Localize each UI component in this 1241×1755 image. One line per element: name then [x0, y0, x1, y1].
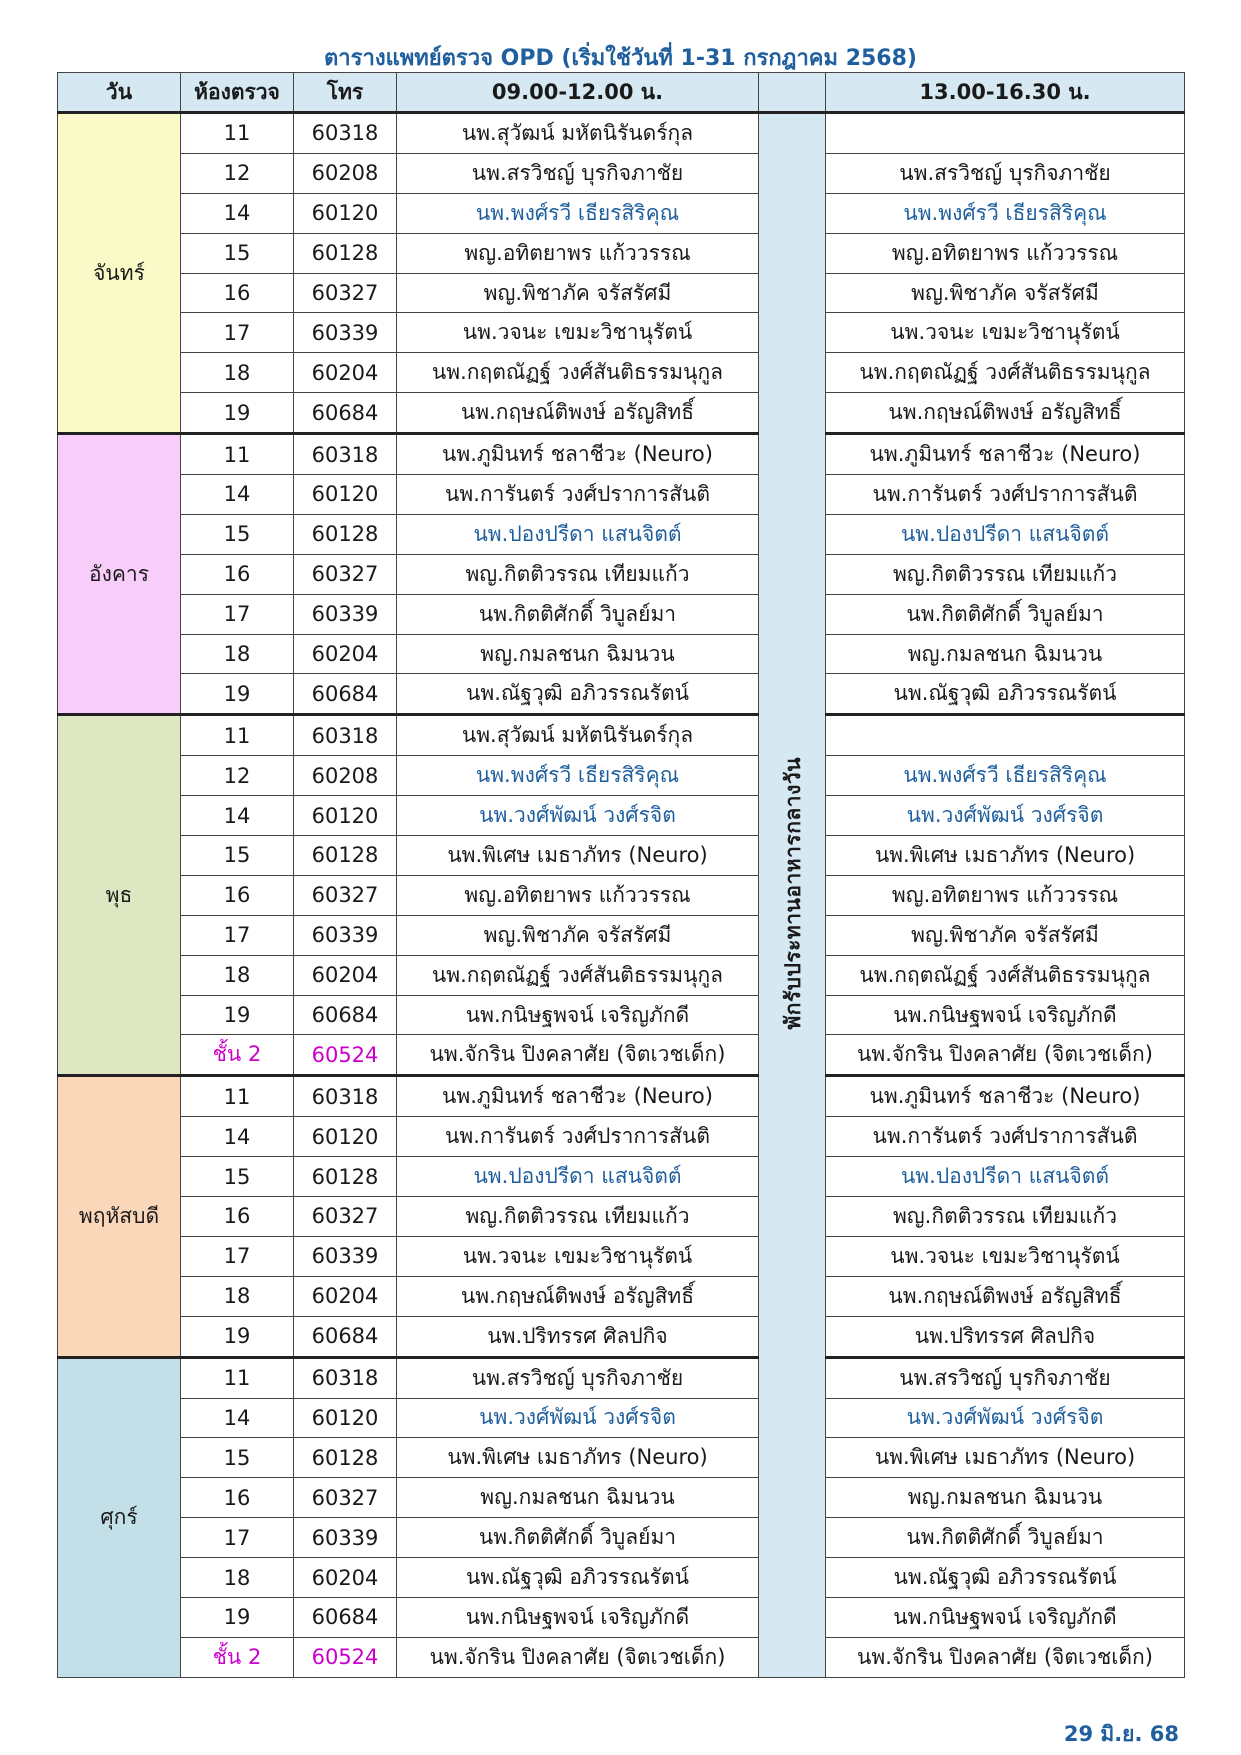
table-row	[58, 353, 1185, 393]
phone-cell: 60120	[294, 1117, 397, 1157]
phone-cell: 60684	[294, 1316, 397, 1357]
table-row	[58, 594, 1185, 634]
room-cell: 18	[181, 1276, 294, 1316]
morning-doctor-cell: นพ.สุวัฒน์ มหัตนิรันดร์กุล	[397, 715, 759, 756]
morning-doctor-cell: นพ.วงศ์พัฒน์ วงศ์รจิต	[397, 796, 759, 836]
phone-cell: 60327	[294, 1478, 397, 1518]
room-cell: 14	[181, 796, 294, 836]
afternoon-doctor-cell: พญ.พิชาภัค จรัสรัศมี	[826, 273, 1185, 313]
afternoon-doctor-cell: พญ.กมลชนก ฉิมนวน	[826, 1478, 1185, 1518]
morning-doctor-cell: นพ.ปองปรีดา แสนจิตต์	[397, 514, 759, 554]
table-row	[58, 1637, 1185, 1677]
header-afternoon: 13.00-16.30 น.	[826, 73, 1185, 113]
phone-cell: 60327	[294, 273, 397, 313]
afternoon-doctor-cell: นพ.พงศ์รวี เธียรสิริคุณ	[826, 193, 1185, 233]
phone-cell: 60684	[294, 1597, 397, 1637]
phone-cell: 60318	[294, 434, 397, 475]
morning-doctor-cell: นพ.พงศ์รวี เธียรสิริคุณ	[397, 193, 759, 233]
afternoon-doctor-cell: นพ.กิตติศักดิ์ วิบูลย์มา	[826, 1518, 1185, 1558]
afternoon-doctor-cell: นพ.ณัฐวุฒิ อภิวรรณรัตน์	[826, 674, 1185, 715]
table-row	[58, 1357, 1185, 1398]
table-row	[58, 1076, 1185, 1117]
morning-doctor-cell: นพ.กิตติศักดิ์ วิบูลย์มา	[397, 1518, 759, 1558]
room-cell: 15	[181, 233, 294, 273]
schedule-table	[57, 72, 1185, 1678]
room-cell: 15	[181, 514, 294, 554]
table-row	[58, 955, 1185, 995]
morning-doctor-cell: พญ.พิชาภัค จรัสรัศมี	[397, 915, 759, 955]
room-cell: 19	[181, 674, 294, 715]
phone-cell: 60339	[294, 594, 397, 634]
morning-doctor-cell: นพ.ณัฐวุฒิ อภิวรรณรัตน์	[397, 1558, 759, 1598]
afternoon-doctor-cell: นพ.วงศ์พัฒน์ วงศ์รจิต	[826, 796, 1185, 836]
page-title: ตารางแพทย์ตรวจ OPD (เริ่มใช้วันที่ 1-31 กรกฎาคม 2568)	[324, 46, 917, 71]
room-cell: 12	[181, 756, 294, 796]
table-row	[58, 514, 1185, 554]
room-cell: 11	[181, 1076, 294, 1117]
phone-cell: 60524	[294, 1637, 397, 1677]
phone-cell: 60339	[294, 915, 397, 955]
phone-cell: 60327	[294, 875, 397, 915]
table-row	[58, 1276, 1185, 1316]
header-row	[58, 73, 1185, 113]
phone-cell: 60204	[294, 1276, 397, 1316]
header-morning: 09.00-12.00 น.	[397, 73, 759, 113]
room-cell: 11	[181, 1357, 294, 1398]
morning-doctor-cell: นพ.จักริน ปิงคลาศัย (จิตเวชเด็ก)	[397, 1637, 759, 1677]
afternoon-doctor-cell: นพ.วจนะ เขมะวิชานุรัตน์	[826, 1236, 1185, 1276]
table-row	[58, 796, 1185, 836]
phone-cell: 60128	[294, 1438, 397, 1478]
afternoon-doctor-cell: นพ.ภูมินทร์ ชลาชีวะ (Neuro)	[826, 434, 1185, 475]
footer-date: 29 มิ.ย. 68	[1063, 1722, 1179, 1746]
morning-doctor-cell: พญ.กิตติวรรณ เทียมแก้ว	[397, 554, 759, 594]
table-row	[58, 233, 1185, 273]
room-cell: 19	[181, 995, 294, 1035]
afternoon-doctor-cell: นพ.ปริทรรศ ศิลปกิจ	[826, 1316, 1185, 1357]
phone-cell: 60524	[294, 1035, 397, 1076]
afternoon-doctor-cell: นพ.พิเศษ เมธาภัทร (Neuro)	[826, 1438, 1185, 1478]
room-cell: 19	[181, 1316, 294, 1357]
room-cell: 16	[181, 554, 294, 594]
morning-doctor-cell: นพ.วงศ์พัฒน์ วงศ์รจิต	[397, 1398, 759, 1438]
day-cell: อังคาร	[58, 434, 181, 715]
afternoon-doctor-cell: นพ.กฤษณ์ติพงษ์ อรัญสิทธิ์	[826, 393, 1185, 434]
table-row	[58, 715, 1185, 756]
morning-doctor-cell: พญ.อทิตยาพร แก้ววรรณ	[397, 875, 759, 915]
room-cell: 12	[181, 153, 294, 193]
room-cell: 11	[181, 715, 294, 756]
day-cell: พฤหัสบดี	[58, 1076, 181, 1357]
room-cell: ชั้น 2	[181, 1637, 294, 1677]
morning-doctor-cell: นพ.พิเศษ เมธาภัทร (Neuro)	[397, 836, 759, 876]
phone-cell: 60128	[294, 514, 397, 554]
table-row	[58, 1558, 1185, 1598]
room-cell: 19	[181, 1597, 294, 1637]
phone-cell: 60339	[294, 1236, 397, 1276]
room-cell: 11	[181, 434, 294, 475]
morning-doctor-cell: พญ.กมลชนก ฉิมนวน	[397, 634, 759, 674]
room-cell: ชั้น 2	[181, 1035, 294, 1076]
morning-doctor-cell: นพ.กฤตณัฏฐ์ วงศ์สันติธรรมนุกูล	[397, 955, 759, 995]
afternoon-doctor-cell: พญ.อทิตยาพร แก้ววรรณ	[826, 233, 1185, 273]
morning-doctor-cell: นพ.ณัฐวุฒิ อภิวรรณรัตน์	[397, 674, 759, 715]
table-row	[58, 674, 1185, 715]
table-row	[58, 393, 1185, 434]
room-cell: 18	[181, 955, 294, 995]
phone-cell: 60120	[294, 1398, 397, 1438]
afternoon-doctor-cell	[826, 715, 1185, 756]
morning-doctor-cell: นพ.สุวัฒน์ มหัตนิรันดร์กุล	[397, 113, 759, 154]
afternoon-doctor-cell: นพ.ปองปรีดา แสนจิตต์	[826, 1157, 1185, 1197]
afternoon-doctor-cell: นพ.จักริน ปิงคลาศัย (จิตเวชเด็ก)	[826, 1637, 1185, 1677]
phone-cell: 60318	[294, 715, 397, 756]
morning-doctor-cell: พญ.อทิตยาพร แก้ววรรณ	[397, 233, 759, 273]
room-cell: 11	[181, 113, 294, 154]
table-row	[58, 634, 1185, 674]
table-row	[58, 915, 1185, 955]
afternoon-doctor-cell: นพ.กนิษฐพจน์ เจริญภักดี	[826, 1597, 1185, 1637]
morning-doctor-cell: นพ.พงศ์รวี เธียรสิริคุณ	[397, 756, 759, 796]
room-cell: 19	[181, 393, 294, 434]
table-row	[58, 273, 1185, 313]
room-cell: 14	[181, 1117, 294, 1157]
room-cell: 16	[181, 273, 294, 313]
morning-doctor-cell: นพ.สรวิชญ์ บุรกิจภาชัย	[397, 1357, 759, 1398]
afternoon-doctor-cell: นพ.กฤษณ์ติพงษ์ อรัญสิทธิ์	[826, 1276, 1185, 1316]
morning-doctor-cell: พญ.พิชาภัค จรัสรัศมี	[397, 273, 759, 313]
morning-doctor-cell: นพ.กนิษฐพจน์ เจริญภักดี	[397, 1597, 759, 1637]
morning-doctor-cell: นพ.ภูมินทร์ ชลาชีวะ (Neuro)	[397, 1076, 759, 1117]
table-row	[58, 1398, 1185, 1438]
table-row	[58, 434, 1185, 475]
header-room: ห้องตรวจ	[181, 73, 294, 113]
table-row	[58, 554, 1185, 594]
afternoon-doctor-cell: นพ.การันตร์ วงศ์ปราการสันติ	[826, 475, 1185, 515]
morning-doctor-cell: นพ.วจนะ เขมะวิชานุรัตน์	[397, 1236, 759, 1276]
phone-cell: 60318	[294, 1357, 397, 1398]
morning-doctor-cell: นพ.ปองปรีดา แสนจิตต์	[397, 1157, 759, 1197]
afternoon-doctor-cell: พญ.กมลชนก ฉิมนวน	[826, 634, 1185, 674]
phone-cell: 60128	[294, 233, 397, 273]
room-cell: 18	[181, 353, 294, 393]
phone-cell: 60128	[294, 836, 397, 876]
room-cell: 16	[181, 875, 294, 915]
afternoon-doctor-cell: นพ.พิเศษ เมธาภัทร (Neuro)	[826, 836, 1185, 876]
phone-cell: 60208	[294, 756, 397, 796]
table-row	[58, 1035, 1185, 1076]
table-row	[58, 836, 1185, 876]
afternoon-doctor-cell: พญ.กิตติวรรณ เทียมแก้ว	[826, 554, 1185, 594]
morning-doctor-cell: นพ.กฤษณ์ติพงษ์ อรัญสิทธิ์	[397, 393, 759, 434]
afternoon-doctor-cell: นพ.สรวิชญ์ บุรกิจภาชัย	[826, 1357, 1185, 1398]
lunch-break-cell	[759, 113, 826, 1678]
lunch-break-label: พักรับประทานอาหารกลางวัน	[780, 756, 805, 1030]
afternoon-doctor-cell: นพ.กิตติศักดิ์ วิบูลย์มา	[826, 594, 1185, 634]
phone-cell: 60204	[294, 955, 397, 995]
phone-cell: 60204	[294, 634, 397, 674]
room-cell: 16	[181, 1478, 294, 1518]
room-cell: 17	[181, 915, 294, 955]
morning-doctor-cell: นพ.กฤษณ์ติพงษ์ อรัญสิทธิ์	[397, 1276, 759, 1316]
morning-doctor-cell: พญ.กิตติวรรณ เทียมแก้ว	[397, 1197, 759, 1237]
room-cell: 14	[181, 475, 294, 515]
day-cell: จันทร์	[58, 113, 181, 434]
table-row	[58, 756, 1185, 796]
table-row	[58, 1236, 1185, 1276]
morning-doctor-cell: นพ.สรวิชญ์ บุรกิจภาชัย	[397, 153, 759, 193]
table-row	[58, 1597, 1185, 1637]
afternoon-doctor-cell: นพ.วงศ์พัฒน์ วงศ์รจิต	[826, 1398, 1185, 1438]
morning-doctor-cell: นพ.การันตร์ วงศ์ปราการสันติ	[397, 475, 759, 515]
table-row	[58, 1117, 1185, 1157]
room-cell: 14	[181, 193, 294, 233]
header-lunch	[759, 73, 826, 113]
phone-cell: 60120	[294, 475, 397, 515]
table-row	[58, 113, 1185, 154]
phone-cell: 60339	[294, 1518, 397, 1558]
morning-doctor-cell: นพ.ภูมินทร์ ชลาชีวะ (Neuro)	[397, 434, 759, 475]
room-cell: 17	[181, 1236, 294, 1276]
phone-cell: 60120	[294, 796, 397, 836]
room-cell: 16	[181, 1197, 294, 1237]
phone-cell: 60327	[294, 554, 397, 594]
afternoon-doctor-cell: พญ.พิชาภัค จรัสรัศมี	[826, 915, 1185, 955]
afternoon-doctor-cell: นพ.กฤตณัฏฐ์ วงศ์สันติธรรมนุกูล	[826, 353, 1185, 393]
morning-doctor-cell: นพ.วจนะ เขมะวิชานุรัตน์	[397, 313, 759, 353]
afternoon-doctor-cell: นพ.ปองปรีดา แสนจิตต์	[826, 514, 1185, 554]
header-phone: โทร	[294, 73, 397, 113]
morning-doctor-cell: พญ.กมลชนก ฉิมนวน	[397, 1478, 759, 1518]
morning-doctor-cell: นพ.การันตร์ วงศ์ปราการสันติ	[397, 1117, 759, 1157]
room-cell: 17	[181, 1518, 294, 1558]
table-row	[58, 1157, 1185, 1197]
morning-doctor-cell: นพ.ปริทรรศ ศิลปกิจ	[397, 1316, 759, 1357]
afternoon-doctor-cell: นพ.กนิษฐพจน์ เจริญภักดี	[826, 995, 1185, 1035]
table-row	[58, 1478, 1185, 1518]
table-row	[58, 1197, 1185, 1237]
room-cell: 15	[181, 1438, 294, 1478]
afternoon-doctor-cell: นพ.สรวิชญ์ บุรกิจภาชัย	[826, 153, 1185, 193]
phone-cell: 60120	[294, 193, 397, 233]
table-row	[58, 1518, 1185, 1558]
phone-cell: 60327	[294, 1197, 397, 1237]
phone-cell: 60684	[294, 393, 397, 434]
afternoon-doctor-cell: พญ.กิตติวรรณ เทียมแก้ว	[826, 1197, 1185, 1237]
phone-cell: 60339	[294, 313, 397, 353]
afternoon-doctor-cell: นพ.การันตร์ วงศ์ปราการสันติ	[826, 1117, 1185, 1157]
room-cell: 18	[181, 1558, 294, 1598]
room-cell: 15	[181, 836, 294, 876]
table-row	[58, 1316, 1185, 1357]
morning-doctor-cell: นพ.กิตติศักดิ์ วิบูลย์มา	[397, 594, 759, 634]
table-row	[58, 1438, 1185, 1478]
table-row	[58, 875, 1185, 915]
table-row	[58, 193, 1185, 233]
phone-cell: 60684	[294, 995, 397, 1035]
afternoon-doctor-cell: นพ.ภูมินทร์ ชลาชีวะ (Neuro)	[826, 1076, 1185, 1117]
room-cell: 15	[181, 1157, 294, 1197]
table-row	[58, 313, 1185, 353]
phone-cell: 60684	[294, 674, 397, 715]
room-cell: 17	[181, 313, 294, 353]
table-row	[58, 153, 1185, 193]
room-cell: 17	[181, 594, 294, 634]
room-cell: 18	[181, 634, 294, 674]
afternoon-doctor-cell: นพ.ณัฐวุฒิ อภิวรรณรัตน์	[826, 1558, 1185, 1598]
afternoon-doctor-cell: นพ.จักริน ปิงคลาศัย (จิตเวชเด็ก)	[826, 1035, 1185, 1076]
afternoon-doctor-cell	[826, 113, 1185, 154]
phone-cell: 60204	[294, 1558, 397, 1598]
day-cell: พุธ	[58, 715, 181, 1076]
afternoon-doctor-cell: นพ.พงศ์รวี เธียรสิริคุณ	[826, 756, 1185, 796]
schedule-body	[58, 113, 1185, 1678]
phone-cell: 60208	[294, 153, 397, 193]
afternoon-doctor-cell: พญ.อทิตยาพร แก้ววรรณ	[826, 875, 1185, 915]
day-cell: ศุกร์	[58, 1357, 181, 1677]
afternoon-doctor-cell: นพ.วจนะ เขมะวิชานุรัตน์	[826, 313, 1185, 353]
phone-cell: 60204	[294, 353, 397, 393]
morning-doctor-cell: นพ.กฤตณัฏฐ์ วงศ์สันติธรรมนุกูล	[397, 353, 759, 393]
table-row	[58, 475, 1185, 515]
header-day: วัน	[58, 73, 181, 113]
morning-doctor-cell: นพ.พิเศษ เมธาภัทร (Neuro)	[397, 1438, 759, 1478]
table-row	[58, 995, 1185, 1035]
morning-doctor-cell: นพ.กนิษฐพจน์ เจริญภักดี	[397, 995, 759, 1035]
phone-cell: 60318	[294, 113, 397, 154]
room-cell: 14	[181, 1398, 294, 1438]
phone-cell: 60318	[294, 1076, 397, 1117]
morning-doctor-cell: นพ.จักริน ปิงคลาศัย (จิตเวชเด็ก)	[397, 1035, 759, 1076]
phone-cell: 60128	[294, 1157, 397, 1197]
afternoon-doctor-cell: นพ.กฤตณัฏฐ์ วงศ์สันติธรรมนุกูล	[826, 955, 1185, 995]
